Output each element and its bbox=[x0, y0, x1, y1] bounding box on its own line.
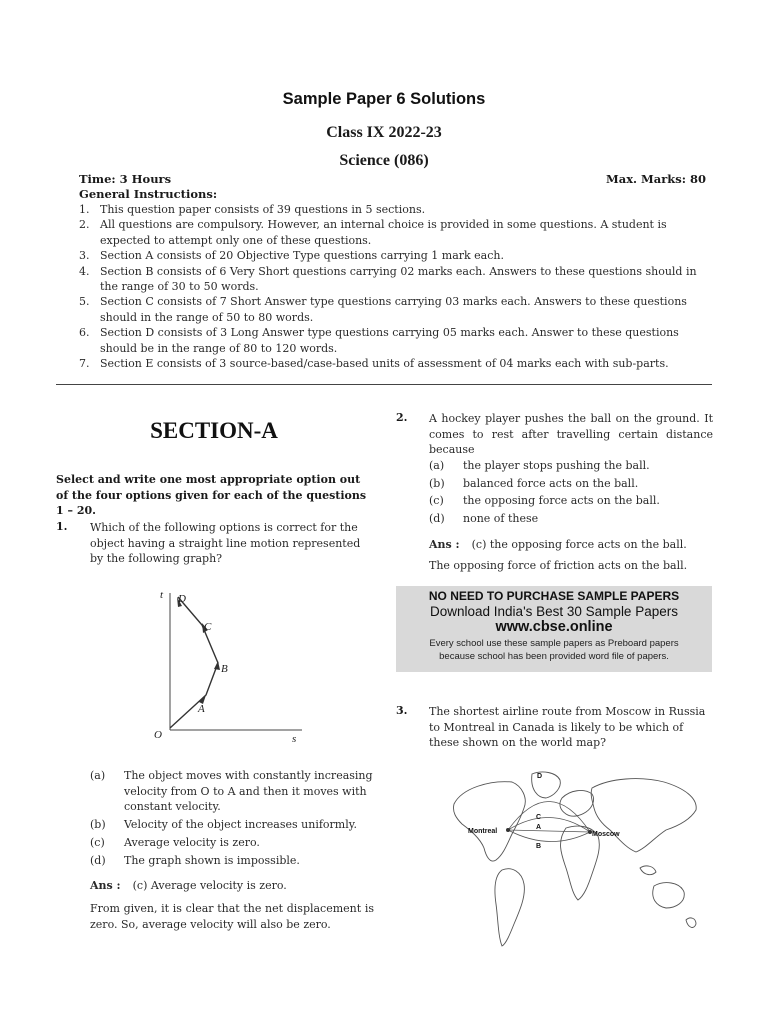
option-text: the player stops pushing the ball. bbox=[463, 459, 650, 472]
world-map bbox=[450, 768, 712, 950]
instruction-item bbox=[79, 356, 712, 371]
page-title: Sample Paper 6 Solutions bbox=[282, 90, 486, 108]
motion-path bbox=[170, 597, 218, 728]
map-label-d: D bbox=[537, 773, 543, 780]
promo-headline: NO NEED TO PURCHASE SAMPLE PAPERS bbox=[428, 589, 680, 603]
option-label: (c) bbox=[90, 836, 105, 850]
question-text: A hockey player pushes the ball on the ground. It comes to rest after travelling certain distance because bbox=[429, 412, 713, 456]
instruction-item bbox=[79, 294, 712, 325]
south-america-shape bbox=[495, 869, 525, 946]
graph-label-c: C bbox=[204, 621, 212, 633]
answer-text: (c) Average velocity is zero. bbox=[132, 879, 287, 892]
motion-graph bbox=[150, 585, 310, 750]
instruction-item bbox=[79, 325, 712, 356]
asia-shape bbox=[591, 779, 696, 852]
options-list bbox=[429, 458, 713, 529]
instruction-number: 2. bbox=[79, 218, 90, 232]
promo-note: because school has been provided word file of papers. bbox=[439, 651, 669, 662]
instruction-text: Section B consists of 6 Very Short questions carrying 02 marks each. Answers to these questions should in the range of 30 to 50 words. bbox=[100, 264, 697, 294]
graph-label-o: O bbox=[154, 729, 162, 741]
instruction-number: 7. bbox=[79, 357, 90, 371]
map-label-montreal: Montreal bbox=[468, 828, 498, 835]
graph-label-b: B bbox=[221, 663, 228, 675]
map-label-moscow: Moscow bbox=[592, 831, 620, 838]
option-text: Velocity of the object increases uniformly. bbox=[124, 818, 357, 832]
instruction-item bbox=[79, 202, 712, 217]
instructions-heading: General Instructions: bbox=[79, 187, 218, 201]
instruction-text: Section D consists of 3 Long Answer type questions carrying 05 marks each. Answer to these questions should be in the range of 80 to 120 words. bbox=[100, 326, 679, 355]
route-c bbox=[508, 817, 590, 832]
promo-link[interactable]: www.cbse.online bbox=[495, 619, 613, 635]
option-text: The graph shown is impossible. bbox=[124, 854, 300, 868]
new-zealand-shape bbox=[686, 918, 696, 928]
option-label: (a) bbox=[429, 459, 445, 472]
option-label: (d) bbox=[90, 854, 106, 868]
instruction-number: 3. bbox=[79, 249, 90, 263]
option-text: none of these bbox=[463, 512, 539, 526]
continents-outline bbox=[453, 772, 696, 946]
instruction-text: Section C consists of 7 Short Answer type questions carrying 03 marks each. Answers to these questions should in the range of 50 to 80 words. bbox=[100, 295, 687, 324]
options-list bbox=[90, 768, 374, 871]
question-text: Which of the following options is correct for the object having a straight line motion represented by the following graph? bbox=[90, 521, 361, 565]
map-label-c: C bbox=[536, 814, 542, 821]
answer-label: Ans : bbox=[90, 879, 121, 892]
question-number: 3. bbox=[396, 704, 408, 717]
island-shape bbox=[640, 866, 656, 875]
option-text: the opposing force acts on the ball. bbox=[463, 494, 660, 508]
answer-label: Ans : bbox=[429, 538, 460, 551]
promo-note: Every school use these sample papers as Preboard papers bbox=[429, 638, 679, 649]
time-label: Time: 3 Hours bbox=[79, 172, 172, 186]
option-item bbox=[90, 768, 374, 815]
instruction-text: All questions are compulsory. However, an internal choice is provided in some questions. A student is expected to attempt only one of these questions. bbox=[100, 218, 667, 247]
instructions-list bbox=[79, 202, 712, 371]
graph-label-a: A bbox=[198, 703, 205, 715]
subject-line: Science (086) bbox=[339, 152, 429, 169]
map-label-a: A bbox=[536, 824, 542, 831]
answer-line bbox=[90, 879, 287, 892]
question-number: 2. bbox=[396, 411, 408, 424]
section-heading: SECTION-A bbox=[150, 418, 278, 443]
option-item bbox=[429, 511, 713, 527]
question-text: The shortest airline route from Moscow in Russia to Montreal in Canada is likely to be which of these shown on the world map? bbox=[429, 705, 706, 749]
max-marks-label: Max. Marks: 80 bbox=[606, 172, 706, 186]
option-text: Average velocity is zero. bbox=[124, 836, 260, 850]
option-item bbox=[429, 458, 713, 474]
instruction-number: 4. bbox=[79, 264, 90, 278]
option-label: (b) bbox=[429, 476, 445, 490]
answer-line bbox=[429, 538, 687, 551]
instruction-text: Section E consists of 3 source-based/case-based units of assessment of 04 marks each with sub-parts. bbox=[100, 357, 669, 371]
option-item bbox=[90, 835, 374, 851]
graph-label-t: t bbox=[160, 589, 164, 601]
montreal-marker bbox=[506, 828, 510, 832]
header-divider bbox=[56, 384, 712, 385]
instruction-number: 5. bbox=[79, 295, 90, 309]
answer-explanation: The opposing force of friction acts on the ball. bbox=[429, 559, 688, 572]
question-number: 1. bbox=[56, 520, 68, 533]
instruction-item bbox=[79, 264, 712, 295]
instruction-text: This question paper consists of 39 questions in 5 sections. bbox=[100, 203, 426, 216]
promo-subheadline: Download India's Best 30 Sample Papers bbox=[430, 604, 678, 619]
promo-banner bbox=[396, 586, 712, 672]
option-label: (d) bbox=[429, 512, 445, 526]
map-label-b: B bbox=[536, 843, 542, 850]
instruction-number: 6. bbox=[79, 326, 90, 340]
instruction-item bbox=[79, 248, 712, 263]
option-label: (b) bbox=[90, 818, 106, 832]
option-text: balanced force acts on the ball. bbox=[463, 476, 639, 490]
option-label: (c) bbox=[429, 494, 444, 508]
option-text: The object moves with constantly increasing velocity from O to A and then it moves with constant velocity. bbox=[124, 769, 373, 813]
option-label: (a) bbox=[90, 769, 106, 782]
class-line: Class IX 2022-23 bbox=[326, 124, 442, 141]
section-instruction: Select and write one most appropriate option out of the four options given for each of the questions 1 – 20. bbox=[56, 473, 367, 517]
graph-label-d: D bbox=[178, 593, 186, 605]
answer-text: (c) the opposing force acts on the ball. bbox=[471, 538, 687, 551]
graph-label-s: s bbox=[292, 733, 297, 745]
option-item bbox=[429, 493, 713, 509]
option-item bbox=[90, 817, 374, 833]
australia-shape bbox=[653, 883, 685, 908]
greenland-shape bbox=[532, 772, 561, 798]
europe-shape bbox=[560, 791, 594, 817]
option-item bbox=[90, 853, 374, 869]
answer-explanation: From given, it is clear that the net displacement is zero. So, average velocity will also be zero. bbox=[90, 902, 374, 931]
option-item bbox=[429, 476, 713, 492]
instruction-number: 1. bbox=[79, 203, 90, 216]
instruction-text: Section A consists of 20 Objective Type questions carrying 1 mark each. bbox=[100, 249, 504, 263]
instruction-item bbox=[79, 217, 712, 248]
routes bbox=[508, 801, 590, 841]
route-a bbox=[508, 830, 590, 832]
